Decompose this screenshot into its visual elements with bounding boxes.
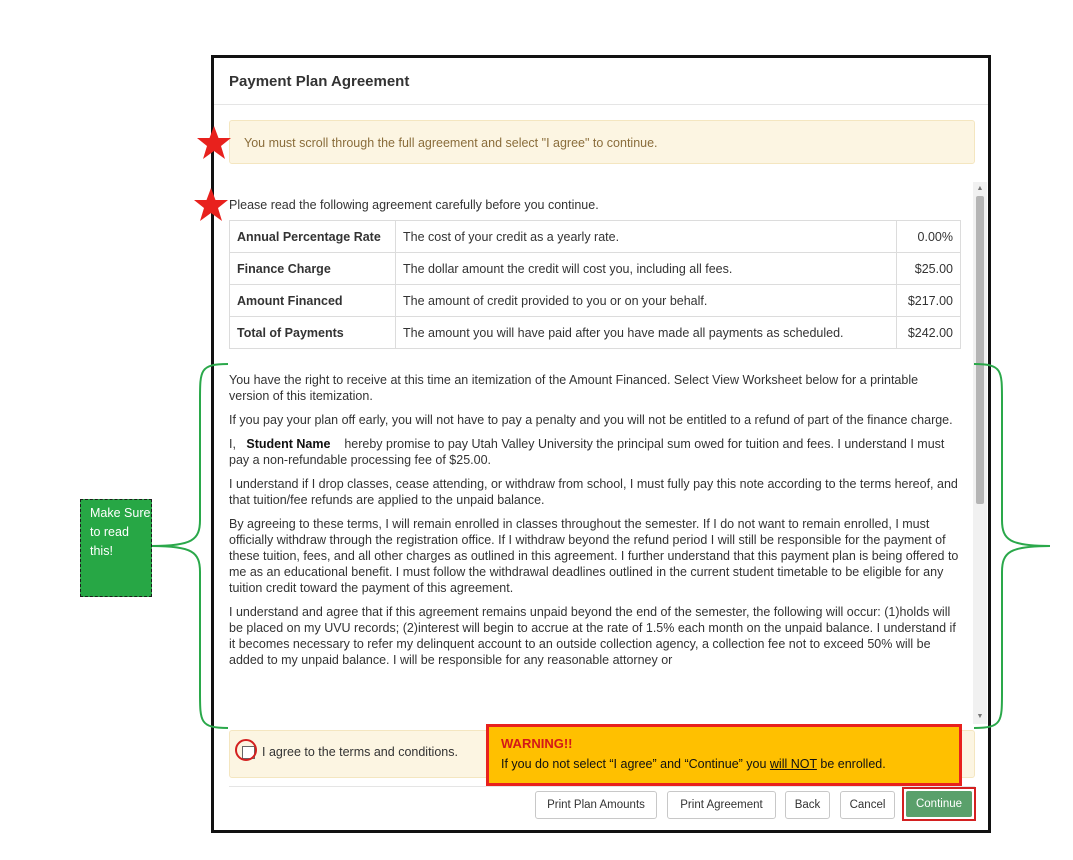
print-agreement-button[interactable]: Print Agreement [667,791,776,819]
table-row [230,253,961,285]
footer-divider [229,786,975,787]
table-cell-label: Amount Financed [230,285,396,317]
highlight-circle [235,739,257,761]
warning-text-before: If you do not select “I agree” and “Continue” you [501,757,770,771]
read-reminder-note: Make Sure to read this! [80,499,152,597]
agreement-paragraph: I understand and agree that if this agreement remains unpaid beyond the end of the semester, the following will occur: (1)holds will be placed on my UVU records; (2)interest will begin to accrue at the rate of 1.5% each month on the unpaid balance. I understand if it becomes necessary to refer my delinquent account to an outside collection agency, a collection fee not to exceed 50% will be added to my unpaid balance. I will be responsible for any reasonable attorney or [229,605,956,667]
continue-button[interactable]: Continue [906,791,972,817]
agreement-scroll-area[interactable] [229,182,987,724]
warning-text-underlined: will NOT [769,757,817,771]
scroll-down-icon[interactable]: ▼ [976,713,984,720]
cancel-button[interactable]: Cancel [840,791,895,819]
table-cell-label: Total of Payments [230,317,396,349]
table-cell-value: $217.00 [897,285,961,317]
table-row [230,221,961,253]
agreement-text [229,372,961,676]
warning-title: WARNING!! [501,736,573,751]
agreement-paragraph: If you pay your plan off early, you will not have to pay a penalty and you will not be entitled to a refund of part of the finance charge. [229,413,953,427]
table-cell-description: The dollar amount the credit will cost you, including all fees. [396,253,897,285]
title-divider [214,104,988,105]
agreement-intro: Please read the following agreement carefully before you continue. [229,198,599,212]
table-cell-description: The cost of your credit as a yearly rate. [396,221,897,253]
promise-text: hereby promise to pay Utah Valley University the principal sum owed for tuition and fees. I understand I must pay a non-refundable processing fee of $25.00. [229,437,945,467]
table-cell-description: The amount of credit provided to you or on your behalf. [396,285,897,317]
table-cell-value: 0.00% [897,221,961,253]
dialog-title: Payment Plan Agreement [229,73,410,90]
table-cell-value: $25.00 [897,253,961,285]
table-cell-description: The amount you will have paid after you have made all payments as scheduled. [396,317,897,349]
star-icon [196,125,232,161]
star-icon [193,187,229,223]
agreement-paragraph: By agreeing to these terms, I will remain enrolled in classes throughout the semester. If I do not want to remain enrolled, I must officially withdraw through the registration office. If I withdraw beyond the refund period I will still be responsible for the payment of these tuition, fees, and all other charges as outlined in this agreement. I further understand that this payment plan is being offered to me as an educational benefit. I must follow the withdrawal deadlines outlined in the current student timetable to be eligible for any tuition credit toward the payment of this agreement. [229,517,959,595]
scroll-alert: You must scroll through the full agreement and select "I agree" to continue. [229,120,975,164]
terms-table [229,220,961,349]
table-row [230,317,961,349]
agreement-paragraph: I understand if I drop classes, cease attending, or withdraw from school, I must fully pay this note according to the terms hereof, and that tuition/fee refunds are applied to the unpaid balance. [229,477,958,507]
table-cell-label: Finance Charge [230,253,396,285]
agreement-paragraph-promise [229,436,961,468]
print-plan-amounts-button[interactable]: Print Plan Amounts [535,791,657,819]
agreement-paragraph: You have the right to receive at this time an itemization of the Amount Financed. Select View Worksheet below for a printable version of this itemization. [229,373,919,403]
agree-label[interactable]: I agree to the terms and conditions. [262,745,458,759]
student-name: Student Name [246,437,331,451]
warning-callout [486,724,962,786]
continue-highlight [902,787,976,821]
table-row [230,285,961,317]
left-brace-annotation [148,360,230,732]
scroll-up-icon[interactable]: ▲ [976,185,984,192]
back-button[interactable]: Back [785,791,830,819]
right-brace-annotation [972,360,1054,732]
table-cell-label: Annual Percentage Rate [230,221,396,253]
promise-prefix: I, [229,437,236,451]
table-cell-value: $242.00 [897,317,961,349]
warning-text-after: be enrolled. [816,757,886,771]
warning-text [501,757,947,771]
